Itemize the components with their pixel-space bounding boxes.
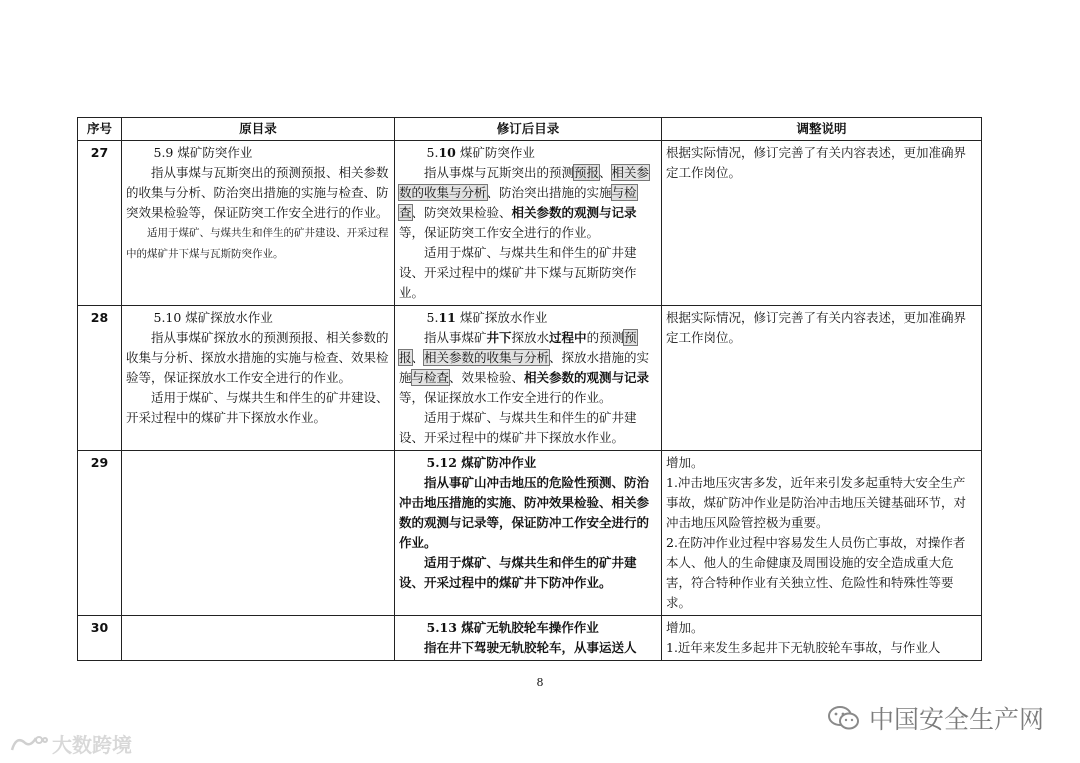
rev-cell bbox=[395, 141, 662, 306]
rev-text: 等，保证探放水工作安全进行的作业。 bbox=[399, 390, 612, 405]
orig-scope: 适用于煤矿、与煤共生和伴生的矿井建设、开采过程中的煤矿井下探放水作业。 bbox=[126, 390, 389, 425]
orig-title: 5.9 煤矿防突作业 bbox=[153, 145, 253, 160]
row-number: 30 bbox=[78, 616, 122, 661]
header-row bbox=[78, 118, 982, 141]
row-number: 27 bbox=[78, 141, 122, 306]
rev-title: 5.13 煤矿无轨胶轮车操作作业 bbox=[426, 620, 599, 635]
rev-bold-insert: 相关参数的观测与记录 bbox=[511, 205, 637, 220]
rev-cell bbox=[395, 451, 662, 616]
rev-title-prefix: 5. bbox=[426, 145, 439, 160]
rev-desc: 指从事矿山冲击地压的危险性预测、防治冲击地压措施的实施、防冲效果检验、相关参数的观测与记录等，保证防冲工作安全进行的作业。 bbox=[399, 475, 650, 550]
table-row bbox=[78, 141, 982, 306]
rev-text: 的预测 bbox=[586, 330, 625, 345]
watermark-right-text: 中国安全生产网 bbox=[868, 705, 1044, 734]
note-cell bbox=[662, 306, 982, 451]
rev-text: 探放水 bbox=[511, 330, 550, 345]
rev-title-number: 11 bbox=[438, 310, 456, 325]
rev-highlight: 相关参数的收集与分析 bbox=[399, 165, 650, 200]
rev-highlight: 相关参数的收集与分析 bbox=[424, 350, 550, 365]
table-row bbox=[78, 616, 982, 661]
note-line: 增加。 bbox=[666, 455, 704, 470]
note-line: 增加。 bbox=[666, 620, 704, 635]
header-note: 调整说明 bbox=[662, 118, 982, 141]
orig-cell bbox=[122, 141, 395, 306]
rev-title: 5.12 煤矿防冲作业 bbox=[426, 455, 537, 470]
rev-cell bbox=[395, 306, 662, 451]
rev-text: 、 bbox=[411, 350, 425, 365]
rev-highlight: 预报 bbox=[399, 330, 637, 365]
rev-title bbox=[399, 308, 657, 328]
rev-desc bbox=[399, 163, 657, 243]
rev-scope: 适用于煤矿、与煤共生和伴生的矿井建设、开采过程中的煤矿井下煤与瓦斯防突作业。 bbox=[399, 245, 637, 300]
page-number: 8 bbox=[536, 676, 544, 689]
watermark-right bbox=[827, 700, 1044, 736]
rev-cell bbox=[395, 616, 662, 661]
note-cell bbox=[662, 451, 982, 616]
note-line: 2.在防冲作业过程中容易发生人员伤亡事故，对操作者本人、他人的生命健康及周围设施的安全造成重大危害，符合特种作业有关独立性、危险性和特殊性等要求。 bbox=[666, 535, 966, 610]
rev-highlight: 与检查 bbox=[411, 370, 450, 385]
rev-title-text: 煤矿探放水作业 bbox=[455, 310, 548, 325]
orig-cell-empty bbox=[122, 616, 395, 661]
row-number: 29 bbox=[78, 451, 122, 616]
watermark-left-text: 大数跨境 bbox=[52, 733, 132, 757]
rev-title-number: 10 bbox=[438, 145, 456, 160]
rev-title-text: 煤矿防突作业 bbox=[455, 145, 535, 160]
rev-scope: 适用于煤矿、与煤共生和伴生的矿井建设、开采过程中的煤矿井下防冲作业。 bbox=[399, 555, 637, 590]
rev-text: 等，保证防突工作安全进行的作业。 bbox=[399, 225, 600, 240]
rev-title bbox=[399, 143, 657, 163]
orig-desc: 指从事煤矿探放水的预测预报、相关参数的收集与分析、探放水措施的实施与检查、效果检验等，保证探放水工作安全进行的作业。 bbox=[126, 330, 389, 385]
header-rev: 修订后目录 bbox=[395, 118, 662, 141]
table-row bbox=[78, 451, 982, 616]
revision-table bbox=[77, 117, 982, 661]
rev-bold-insert: 过程中 bbox=[549, 330, 587, 345]
note-line: 1.近年来发生多起井下无轨胶轮车事故，与作业人 bbox=[666, 640, 941, 655]
table-row bbox=[78, 306, 982, 451]
rev-text: 、 bbox=[599, 165, 612, 180]
orig-title: 5.10 煤矿探放水作业 bbox=[153, 310, 273, 325]
rev-highlight: 与检查 bbox=[399, 185, 637, 220]
note-cell bbox=[662, 616, 982, 661]
note-line: 1.冲击地压灾害多发，近年来引发多起重特大安全生产事故，煤矿防冲作业是防治冲击地压关键基础环节，对冲击地压风险管控极为重要。 bbox=[666, 475, 967, 530]
rev-text: 、探放水措施的实施 bbox=[399, 350, 650, 385]
rev-text: 、防治突出措施的实施 bbox=[486, 185, 612, 200]
row-number: 28 bbox=[78, 306, 122, 451]
orig-cell bbox=[122, 306, 395, 451]
rev-desc: 指在井下驾驶无轨胶轮车，从事运送人 bbox=[424, 640, 637, 655]
rev-desc bbox=[399, 328, 657, 408]
orig-desc: 指从事煤与瓦斯突出的预测预报、相关参数的收集与分析、防治突出措施的实施与检查、防突效果检验等，保证防突工作安全进行的作业。 bbox=[126, 165, 389, 220]
header-orig: 原目录 bbox=[122, 118, 395, 141]
note-text: 根据实际情况，修订完善了有关内容表述，更加准确界定工作岗位。 bbox=[666, 145, 967, 180]
rev-text: 指从事煤矿 bbox=[424, 330, 487, 345]
rev-bold-insert: 相关参数的观测与记录 bbox=[524, 370, 650, 385]
header-num: 序号 bbox=[78, 118, 122, 141]
brand-logo-icon bbox=[8, 732, 48, 756]
watermark-left bbox=[8, 729, 132, 758]
rev-scope: 适用于煤矿、与煤共生和伴生的矿井建设、开采过程中的煤矿井下探放水作业。 bbox=[399, 410, 637, 445]
rev-text: 指从事煤与瓦斯突出的预测 bbox=[424, 165, 575, 180]
rev-text: 、效果检验、 bbox=[449, 370, 525, 385]
note-cell bbox=[662, 141, 982, 306]
orig-scope: 适用于煤矿、与煤共生和伴生的矿井建设、开采过程中的煤矿井下煤与瓦斯防突作业。 bbox=[126, 227, 389, 260]
rev-bold-insert: 井下 bbox=[486, 330, 512, 345]
note-text: 根据实际情况，修订完善了有关内容表述，更加准确界定工作岗位。 bbox=[666, 310, 967, 345]
rev-title-prefix: 5. bbox=[426, 310, 439, 325]
orig-cell-empty bbox=[122, 451, 395, 616]
rev-highlight: 预报 bbox=[574, 165, 600, 180]
rev-text: 、防突效果检验、 bbox=[411, 205, 512, 220]
wechat-icon bbox=[827, 705, 861, 731]
